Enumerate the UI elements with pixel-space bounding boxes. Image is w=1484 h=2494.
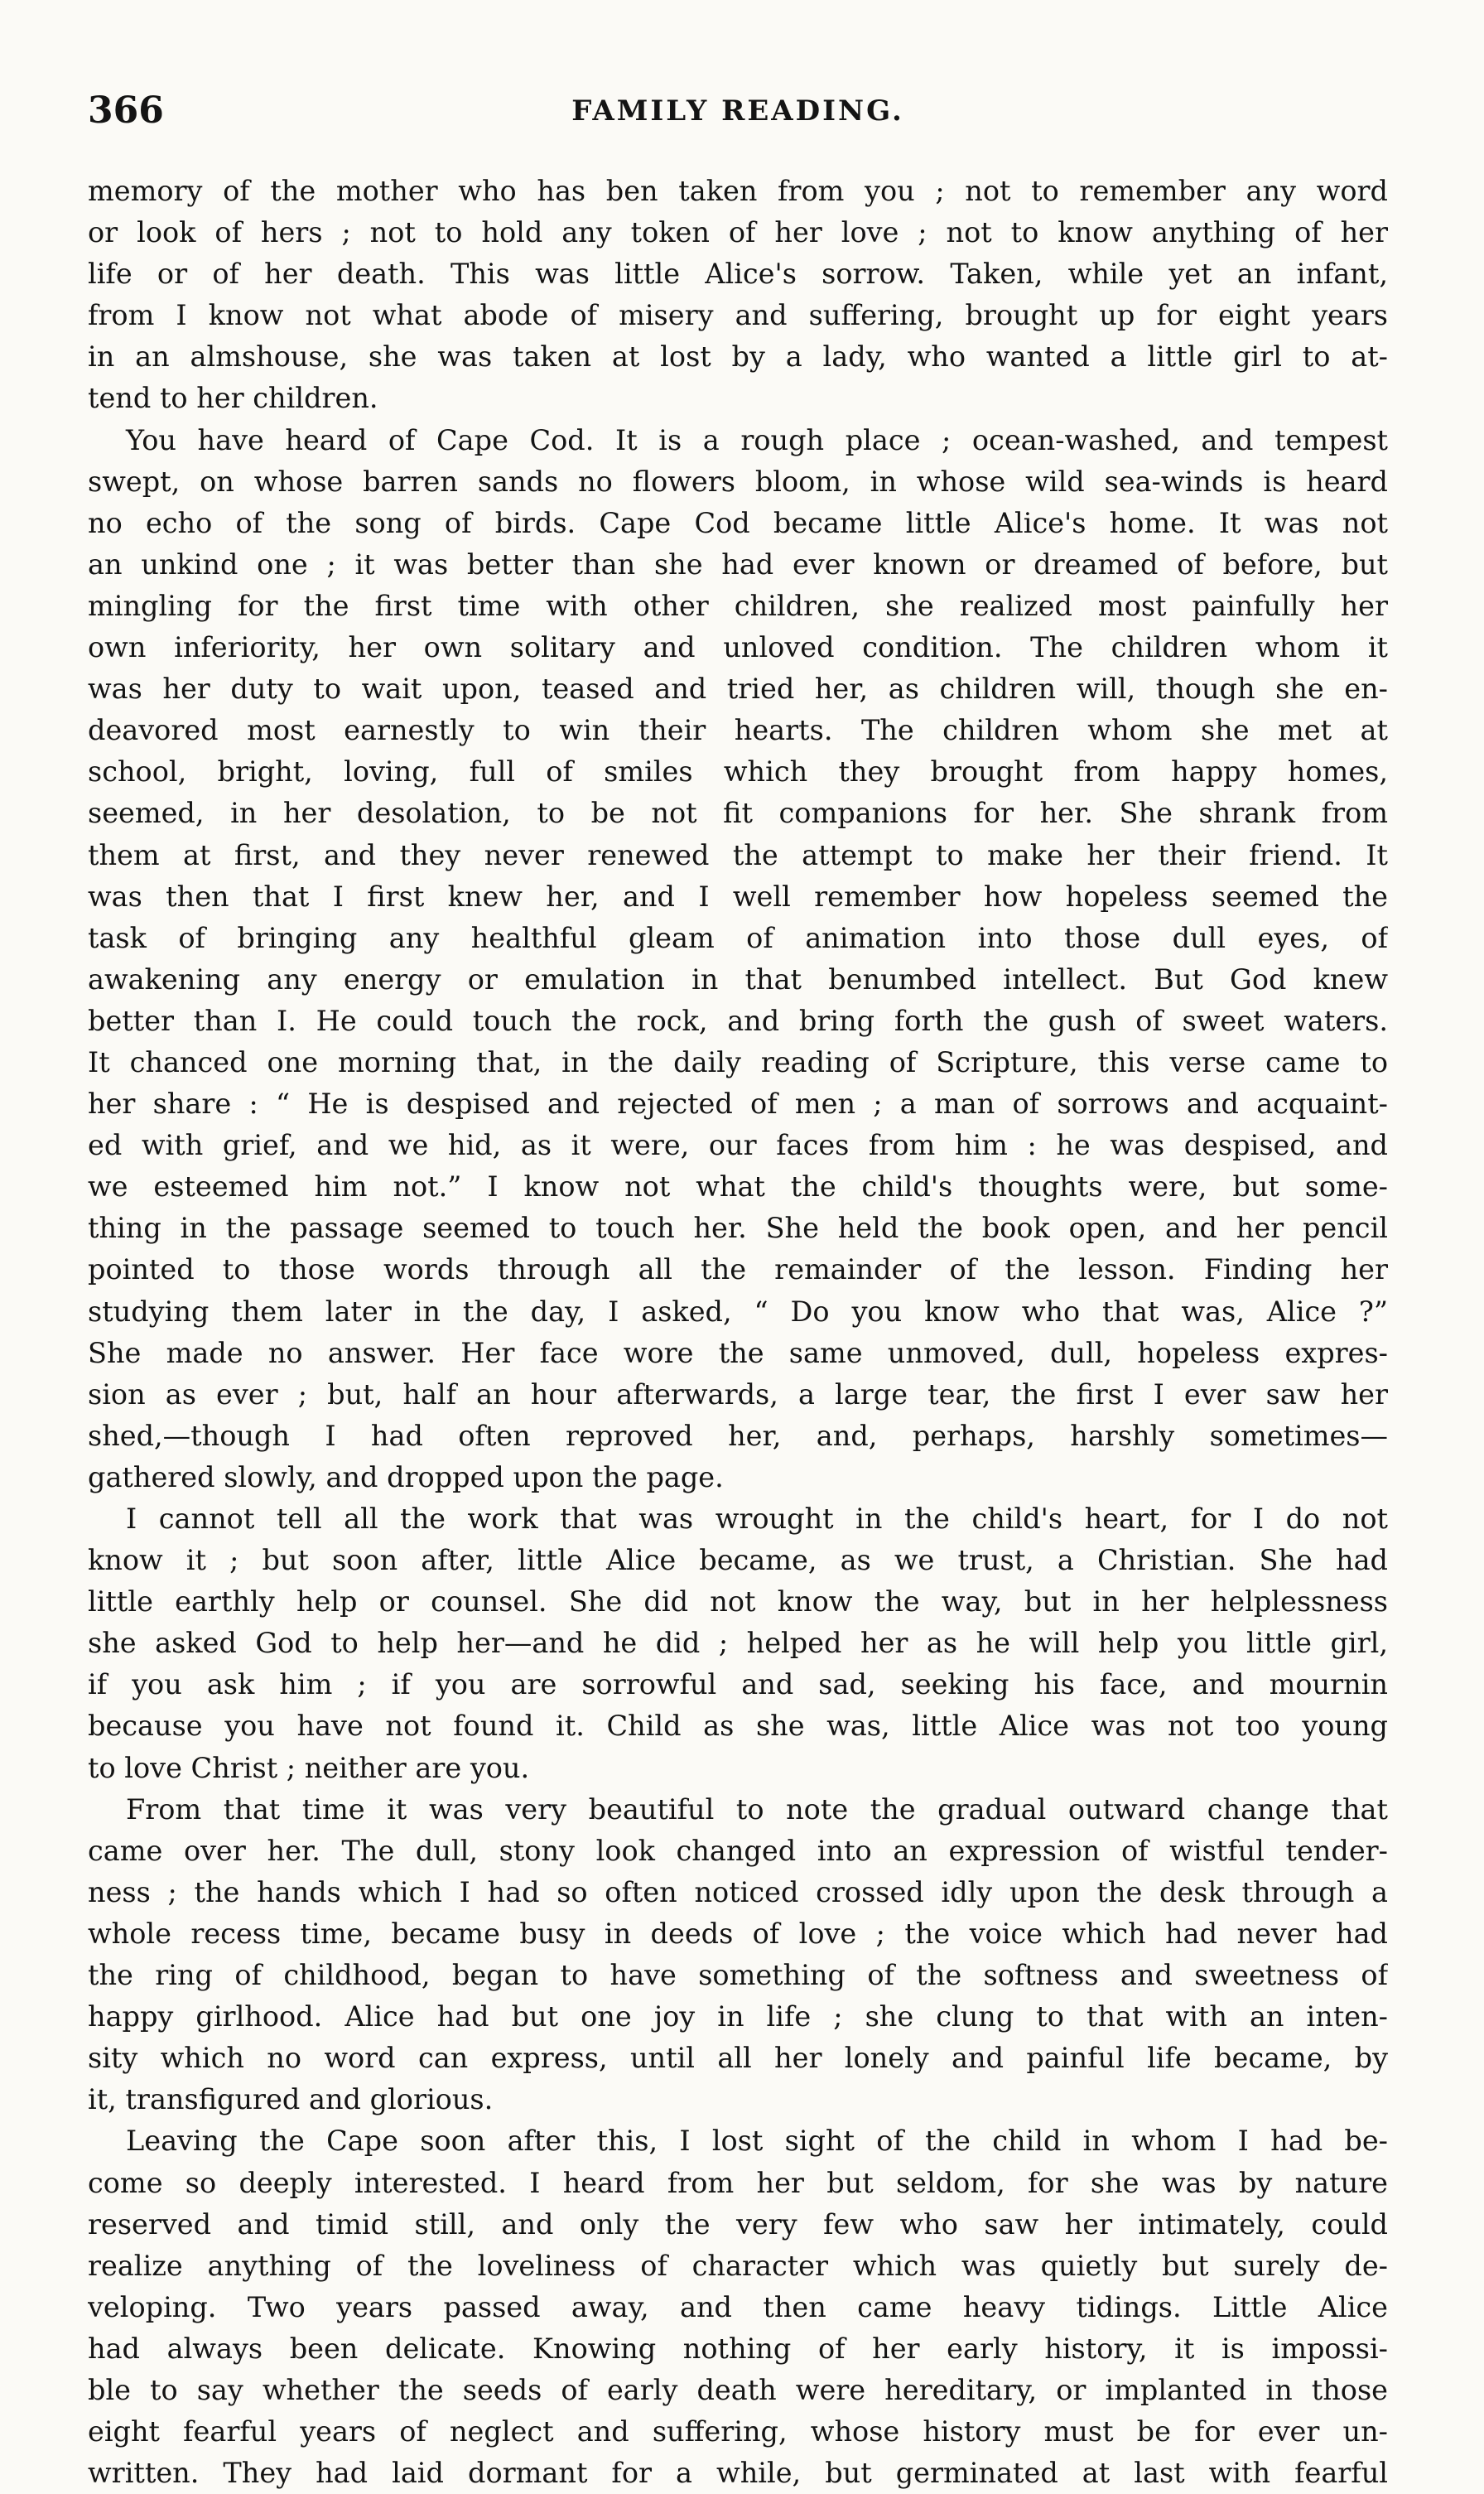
text-line: the ring of childhood, began to have something of the softness and sweetness of xyxy=(88,1959,1388,1992)
text-line: know it ; but soon after, little Alice became, as we trust, a Christian. She had xyxy=(88,1544,1388,1577)
text-line: sity which no word can express, until all her lonely and painful life became, by xyxy=(88,2042,1388,2075)
text-line: memory of the mother who has ben taken from you ; not to remember any word xyxy=(88,175,1388,207)
text-line: task of bringing any healthful gleam of animation into those dull eyes, of xyxy=(88,921,1388,954)
text-line: written. They had laid dormant for a while, but germinated at last with fearful xyxy=(88,2457,1388,2490)
text-line: better than I. He could touch the rock, and bring forth the gush of sweet waters. xyxy=(88,1004,1388,1037)
text-line: From that time it was very beautiful to note the gradual outward change that xyxy=(126,1792,1388,1826)
text-line: own inferiority, her own solitary and unloved condition. The children whom it xyxy=(88,631,1388,664)
paragraph xyxy=(88,420,1388,1498)
paragraph xyxy=(88,171,1388,420)
text-line: life or of her death. This was little Alice's sorrow. Taken, while yet an infant, xyxy=(88,258,1388,291)
text-line: ed with grief, and we hid, as it were, our faces from him : he was despised, and xyxy=(88,1129,1388,1162)
text-line: little earthly help or counsel. She did not know the way, but in her helplessness xyxy=(88,1585,1388,1618)
text-line: we esteemed him not.” I know not what the child's thoughts were, but some- xyxy=(88,1170,1388,1204)
text-line: had always been delicate. Knowing nothing of her early history, it is impossi- xyxy=(88,2332,1388,2365)
text-line: it, transfigured and glorious. xyxy=(88,2083,494,2116)
text-line: whole recess time, became busy in deeds of love ; the voice which had never had xyxy=(88,1917,1388,1950)
text-line: them at first, and they never renewed the attempt to make her their friend. It xyxy=(88,838,1388,871)
body-text xyxy=(88,171,1388,2494)
text-line: shed,—though I had often reproved her, and, perhaps, harshly sometimes— xyxy=(88,1419,1388,1452)
text-line: veloping. Two years passed away, and then came heavy tidings. Little Alice xyxy=(88,2290,1388,2323)
text-line: because you have not found it. Child as she was, little Alice was not too young xyxy=(88,1710,1388,1743)
page-number: 366 xyxy=(88,89,164,132)
text-line: ness ; the hands which I had so often noticed crossed idly upon the desk through a xyxy=(88,1875,1388,1908)
text-line: studying them later in the day, I asked, “ Do you know who that was, Alice ?” xyxy=(88,1295,1388,1328)
text-line: happy girlhood. Alice had but one joy in life ; she clung to that with an inten- xyxy=(88,2000,1388,2033)
text-line: she asked God to help her—and he did ; helped her as he will help you little girl, xyxy=(88,1627,1388,1660)
text-line: realize anything of the loveliness of character which was quietly but surely de- xyxy=(88,2249,1388,2282)
text-line: pointed to those words through all the remainder of the lesson. Finding her xyxy=(88,1253,1388,1286)
text-line: her share : “ He is despised and rejected of men ; a man of sorrows and acquaint- xyxy=(88,1088,1388,1121)
page-header xyxy=(88,86,1388,136)
text-line: eight fearful years of neglect and suffering, whose history must be for ever un- xyxy=(88,2415,1388,2448)
text-line: deavored most earnestly to win their hearts. The children whom she met at xyxy=(88,714,1388,747)
text-line: She made no answer. Her face wore the same unmoved, dull, hopeless expres- xyxy=(88,1336,1388,1369)
text-line: from I know not what abode of misery and suffering, brought up for eight years xyxy=(88,299,1388,332)
text-line: no echo of the song of birds. Cape Cod became little Alice's home. It was not xyxy=(88,506,1388,539)
text-line: You have heard of Cape Cod. It is a rough place ; ocean-washed, and tempest xyxy=(126,423,1388,456)
text-line: It chanced one morning that, in the daily reading of Scripture, this verse came to xyxy=(88,1045,1388,1078)
paragraph xyxy=(88,1498,1388,1789)
text-line: sion as ever ; but, half an hour afterwards, a large tear, the first I ever saw her xyxy=(88,1377,1388,1411)
text-line: Leaving the Cape soon after this, I lost sight of the child in whom I had be- xyxy=(126,2125,1388,2158)
paragraph xyxy=(88,2120,1388,2494)
running-title: FAMILY READING. xyxy=(571,94,904,128)
text-line: school, bright, loving, full of smiles which they brought from happy homes, xyxy=(88,755,1388,789)
text-line: I cannot tell all the work that was wrought in the child's heart, for I do not xyxy=(126,1503,1388,1535)
text-line: gathered slowly, and dropped upon the page. xyxy=(88,1460,724,1493)
text-line: in an almshouse, she was taken at lost by a lady, who wanted a little girl to at- xyxy=(88,340,1388,374)
text-line: awakening any energy or emulation in that benumbed intellect. But God knew xyxy=(88,962,1388,996)
text-line: tend to her children. xyxy=(88,382,378,415)
text-line: mingling for the first time with other children, she realized most painfully her xyxy=(88,589,1388,622)
text-line: if you ask him ; if you are sorrowful and sad, seeking his face, and mournin xyxy=(88,1668,1388,1701)
text-line: was her duty to wait upon, teased and tried her, as children will, though she en- xyxy=(88,673,1388,706)
text-line: reserved and timid still, and only the very few who saw her intimately, could xyxy=(88,2207,1388,2241)
text-line: swept, on whose barren sands no flowers bloom, in whose wild sea-winds is heard xyxy=(88,465,1388,498)
text-line: thing in the passage seemed to touch her. She held the book open, and her pencil xyxy=(88,1212,1388,1245)
text-line: was then that I first knew her, and I well remember how hopeless seemed the xyxy=(88,880,1388,913)
text-line: or look of hers ; not to hold any token of her love ; not to know anything of her xyxy=(88,216,1388,249)
text-line: ble to say whether the seeds of early death were hereditary, or implanted in those xyxy=(88,2373,1388,2406)
paragraph xyxy=(88,1789,1388,2121)
text-line: to love Christ ; neither are you. xyxy=(88,1751,530,1784)
text-line: seemed, in her desolation, to be not fit companions for her. She shrank from xyxy=(88,797,1388,830)
text-line: an unkind one ; it was better than she had ever known or dreamed of before, but xyxy=(88,548,1388,581)
text-line: come so deeply interested. I heard from her but seldom, for she was by nature xyxy=(88,2166,1388,2199)
text-line: came over her. The dull, stony look changed into an expression of wistful tender- xyxy=(88,1834,1388,1867)
